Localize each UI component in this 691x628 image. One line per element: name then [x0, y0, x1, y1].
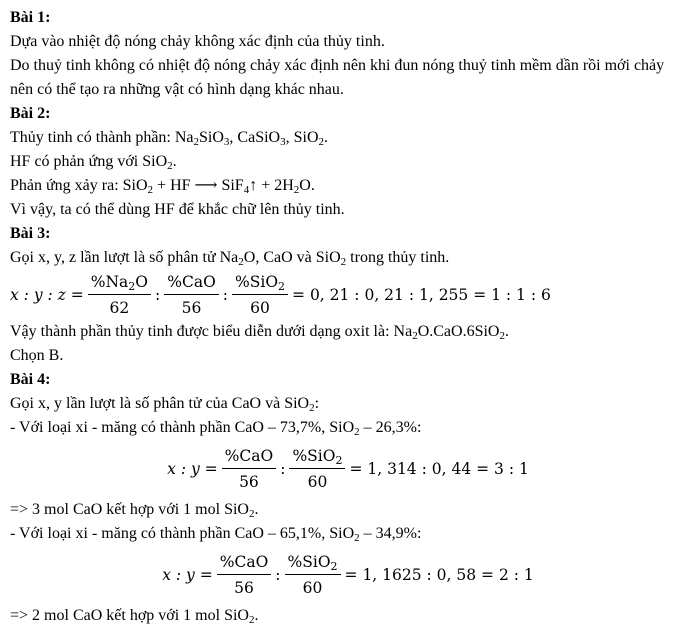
bai1-title: Bài 1:: [10, 9, 51, 26]
bai1-line2: Do thuỷ tinh không có nhiệt độ nóng chảy xác định nên khi đun nóng thuỷ tinh mềm dần rồi mới chảy nên có thể tạo ra những vật có hình dạng khác nhau.: [10, 57, 665, 98]
bai4-line5: => 2 mol CaO kết hợp với 1 mol SiO$_2$.: [10, 607, 259, 626]
bai3-line1: Gọi x, y, z lần lượt là số phân tử $Na_2O$, CaO và SiO$_2$ trong thủy tinh.: [10, 249, 450, 268]
fraction: $\frac{\%Na_2O}{62}$: [88, 272, 151, 318]
solution-document: [10, 6, 686, 628]
fraction: $\frac{\text{\%CaO}}{56}$: [217, 552, 272, 598]
bai4-title: Bài 4:: [10, 371, 51, 388]
bai4-line2: - Với loại xi - măng có thành phần CaO – 73,7%, SiO$_2$ – 26,3%:: [10, 419, 422, 438]
bai4-line3: => 3 mol CaO kết hợp với 1 mol SiO$_2$.: [10, 501, 259, 520]
bai4-line1: Gọi x, y lần lượt là số phân tử của CaO và SiO$_2$:: [10, 395, 320, 414]
fraction: $\frac{\%SiO_2}{60}$: [232, 272, 288, 318]
fraction: $\frac{\text{\%CaO}}{56}$: [222, 446, 277, 492]
bai1-line1: Dựa vào nhiệt độ nóng chảy không xác định của thủy tinh.: [10, 33, 385, 50]
bai3-answer: Chọn B.: [10, 347, 64, 364]
bai2-reaction: Phản ứng xảy ra: SiO$_2$ + HF ⟶ SiF$_4$↑ + $2H_2O$.: [10, 177, 315, 196]
bai4-equation2: x : y = $\frac{\text{\%CaO}}{56}$ : $\frac{\%SiO_2}{60}$ = 1, 1625 : 0, 58 = 2 : 1: [162, 553, 534, 597]
fraction: $\frac{\text{\%CaO}}{56}$: [164, 272, 219, 318]
bai4-line4: - Với loại xi - măng có thành phần CaO – 65,1%, SiO$_2$ – 34,9%:: [10, 525, 422, 544]
bai3-equation: x : y : z = $\frac{\%Na_2O}{62}$ : $\frac{\text{\%CaO}}{56}$ : $\frac{\%SiO_2}{60}$ = 0, 21 : 0, 21 : 1, 255 = 1 : 1 : 6: [10, 273, 551, 317]
bai4-equation1: x : y = $\frac{\text{\%CaO}}{56}$ : $\frac{\%SiO_2}{60}$ = 1, 314 : 0, 44 = 3 : 1: [167, 447, 529, 491]
fraction: $\frac{\%SiO_2}{60}$: [289, 446, 345, 492]
bai3-line2: Vậy thành phần thủy tinh được biểu diễn dưới dạng oxit là: $Na_2O.CaO.6SiO_2$.: [10, 323, 509, 342]
bai2-line1: Thủy tinh có thành phần: $Na_2SiO_3$, CaSiO$_3$, SiO$_2$.: [10, 129, 328, 148]
bai2-title: Bài 2:: [10, 105, 51, 122]
bai3-title: Bài 3:: [10, 225, 51, 242]
bai2-line2: HF có phản ứng với SiO$_2$.: [10, 153, 177, 172]
bai2-line4: Vì vậy, ta có thể dùng HF để khắc chữ lên thủy tinh.: [10, 201, 345, 218]
fraction: $\frac{\%SiO_2}{60}$: [285, 552, 341, 598]
